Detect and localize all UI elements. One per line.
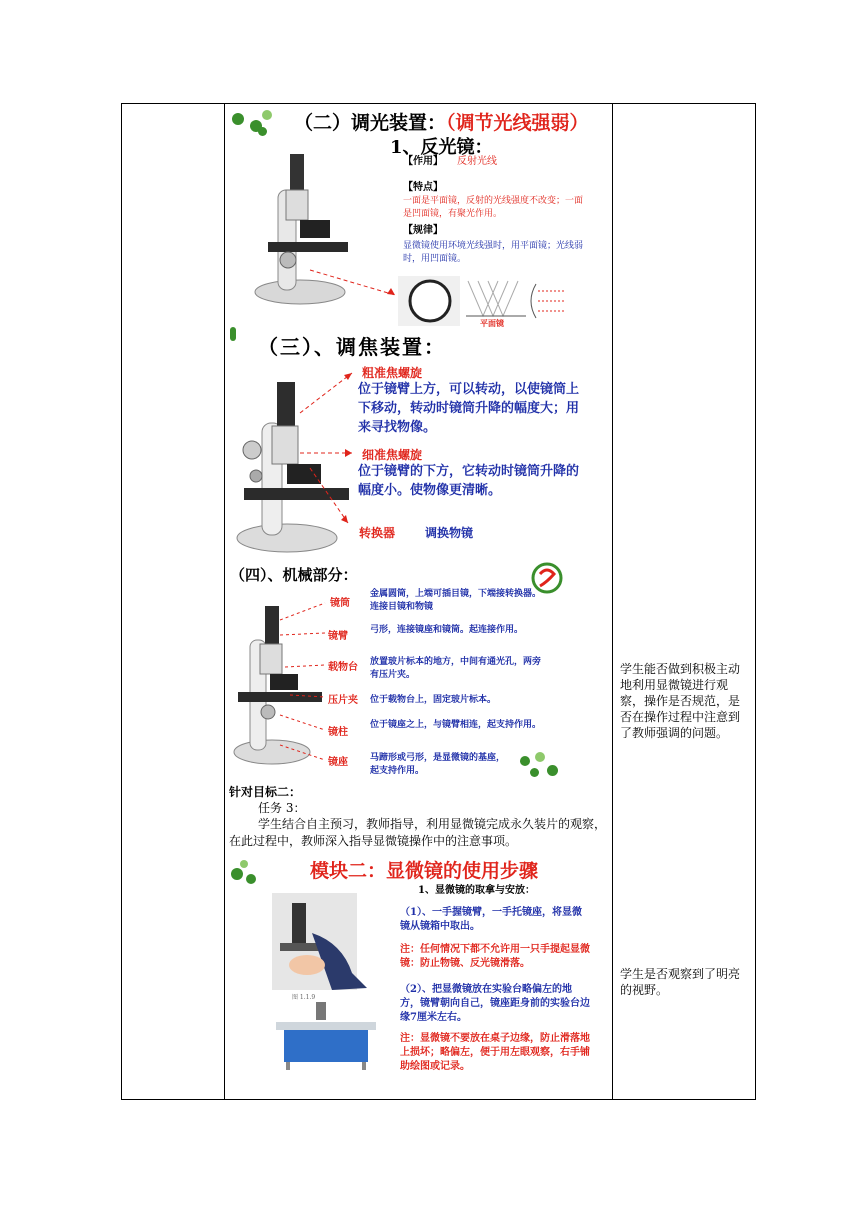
- focus-arrows: [300, 368, 360, 538]
- part-label-tube: 镜筒: [330, 598, 350, 609]
- step1a-text: （1）、一手握镜臂，一手托镜座，将显微镜从镜箱中取出。: [400, 907, 582, 932]
- role-text: 反射光线: [457, 156, 497, 167]
- flat-mirror-label: 平面镜: [480, 318, 504, 328]
- column-divider-right: [612, 104, 613, 1099]
- part-label-pillar: 镜柱: [328, 727, 348, 738]
- part-label-base: 镜座: [328, 757, 348, 768]
- target2-heading: 针对目标二：: [229, 785, 302, 799]
- part-desc-clip: 位于载物台上，固定玻片标本。: [370, 695, 497, 705]
- fine-focus-label: 细准焦螺旋: [362, 448, 423, 462]
- mirror-arrow: [310, 265, 400, 305]
- converter-label: 转换器: [359, 526, 396, 540]
- section2-subtitle: （调节光线强弱）: [446, 112, 589, 134]
- part-label-clip: 压片夹: [328, 695, 358, 706]
- photo-lab-bench: [276, 1002, 376, 1070]
- role-label: 【作用】: [403, 156, 443, 167]
- leaf-icon: [230, 327, 236, 341]
- part-arrows: [280, 595, 330, 770]
- module2-title: 模块二：显微镜的使用步骤: [310, 860, 539, 882]
- note2-text: 注：显微镜不要放在桌子边缘，防止滑落地上损坏；略偏左，便于用左眼观察，右手铺助绘图或记录。: [400, 1033, 590, 1072]
- part-desc-base: 马蹄形或弓形，是显微镜的基座，起支持作用。: [370, 753, 506, 776]
- part-desc-stage: 放置玻片标本的地方，中间有通光孔，两旁有压片夹。: [370, 657, 542, 680]
- rule-text: 显微镜使用环境光线强时，用平面镜；光线弱时，用凹面镜。: [403, 241, 584, 264]
- part-desc-arm: 弓形，连接镜座和镜筒。起连接作用。: [370, 625, 524, 635]
- section4-title: （四）、机械部分：: [230, 566, 358, 584]
- step1b-text: （2）、把显微镜放在实验台略偏左的地方，镜臂朝向自己，镜座距身前的实验台边缘7厘米左右。: [400, 984, 590, 1023]
- feature-text: 一面是平面镜，反射的光线强度不改变；一面是凹面镜，有聚光作用。: [403, 196, 584, 219]
- feature-label: 【特点】: [403, 182, 443, 193]
- target2-body: 学生结合自主预习，教师指导，利用显微镜完成永久装片的观察，在此过程中，教师深入指导显微镜操作中的注意事项。: [229, 817, 607, 848]
- coarse-focus-text: 位于镜臂上方，可以转动，以使镜筒上下移动，转动时镜筒升降的幅度大；用来寻找物像。: [358, 382, 580, 435]
- task-label: 任务 3：: [258, 801, 306, 815]
- photo-caption: 图 1.1.9: [292, 994, 316, 1001]
- step1-title: 1、显微镜的取拿与安放：: [418, 885, 535, 896]
- column-divider-left: [224, 104, 225, 1099]
- part-desc-pillar: 位于镜座之上，与镜臂相连，起支持作用。: [370, 720, 542, 730]
- evaluation-text-1: 学生能否做到积极主动地利用显微镜进行观察，操作是否规范，是否在操作过程中注意到了教师强调的问题。: [620, 662, 741, 740]
- part-label-arm: 镜臂: [328, 631, 348, 642]
- converter-text: 调换物镜: [425, 526, 474, 540]
- rule-label: 【规律】: [403, 225, 443, 236]
- fine-focus-text: 位于镜臂的下方，它转动时镜筒升降的幅度小。使物像更清晰。: [358, 464, 580, 498]
- evaluation-text-2: 学生是否观察到了明亮的视野。: [620, 967, 741, 997]
- section2-title: （二）调光装置：: [294, 112, 447, 134]
- section3-title: （三）、调焦装置：: [258, 335, 446, 359]
- part-label-stage: 载物台: [328, 662, 358, 673]
- coarse-focus-label: 粗准焦螺旋: [362, 366, 423, 380]
- photo-hands-holding-microscope: [272, 893, 382, 998]
- mirror-heading: 1、反光镜：: [390, 137, 493, 158]
- note1-text: 注：任何情况下都不允许用一只手提起显微镜：防止物镜、反光镜滑落。: [400, 944, 590, 969]
- part-desc-tube: 金属圆筒，上端可插目镜，下端接转换器。连接目镜和物镜: [370, 589, 542, 612]
